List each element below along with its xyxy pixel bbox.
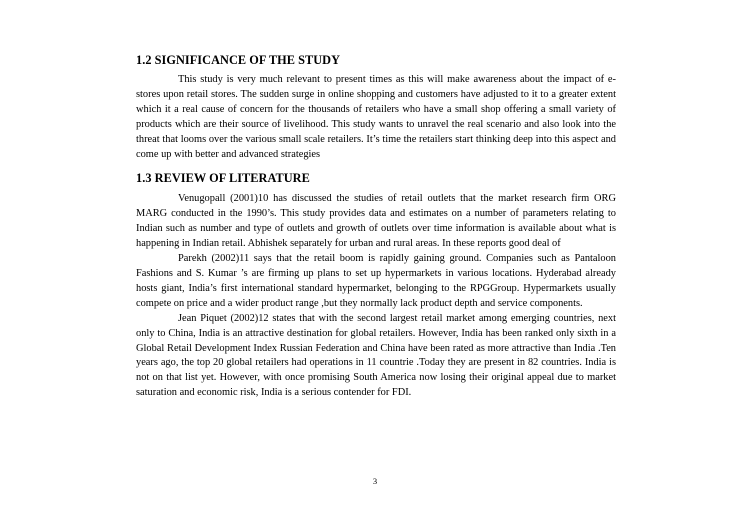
page-number: 3 (372, 476, 378, 486)
page-content (136, 52, 616, 401)
review-paragraph-parekh: Parekh (2002)11 says that the retail boom is rapidly gaining ground. Companies such as Pantaloon Fashions and S. Kumar ’s are firming up plans to set up hypermarkets in various locations. Hyderabad already hosts giant, India’s first international standard hypermarket, belonging to the RPGGroup. Hypermarkets usually compete on price and a wider product range ,but they normally lack product depth and service components. (136, 253, 616, 309)
review-paragraph-jean-piquet: Jean Piquet (2002)12 states that with the second largest retail market among emerging countries, next only to China, India is an attractive destination for global retailers. However, India has been ranked only sixth in a Global Retail Development Index Russian Federation and China have been rated as more attractive than India .Ten years ago, the top 20 global retailers had operations in 11 countrie .Today they are present in 82 countries. India is not on that list yet. However, with once promising South America now losing their original appeal due to market saturation and economic risk, India is a serious contender for FDI. (136, 312, 616, 399)
section-heading-significance: 1.2 SIGNIFICANCE OF THE STUDY (136, 53, 341, 67)
review-paragraph-venugopall: Venugopall (2001)10 has discussed the studies of retail outlets that the market research firm ORG MARG conducted in the 1990’s. This study provides data and estimates on a number of parameters relating to Indian such as number and type of outlets and growth of outlets over time information is available about what is happening in Indian retail. Abhishek separately for urban and rural areas. In these reports good deal of (136, 193, 616, 250)
section-heading-review-of-literature: 1.3 REVIEW OF LITERATURE (136, 171, 310, 186)
significance-paragraph: This study is very much relevant to present times as this will make awareness about the impact of e-stores upon retail stores. The sudden surge in online shopping and customers have adjusted to it to a greater extent which it a real cause of concern for the thousands of retailers who have a small shop offering a small variety of products which are their source of livelihood. This study wants to unravel the real scenario and also look into the threat that looms over the various small scale retailers. It’s time the retailers start thinking deep into this aspect and come up with better and advanced strategies (136, 74, 616, 160)
